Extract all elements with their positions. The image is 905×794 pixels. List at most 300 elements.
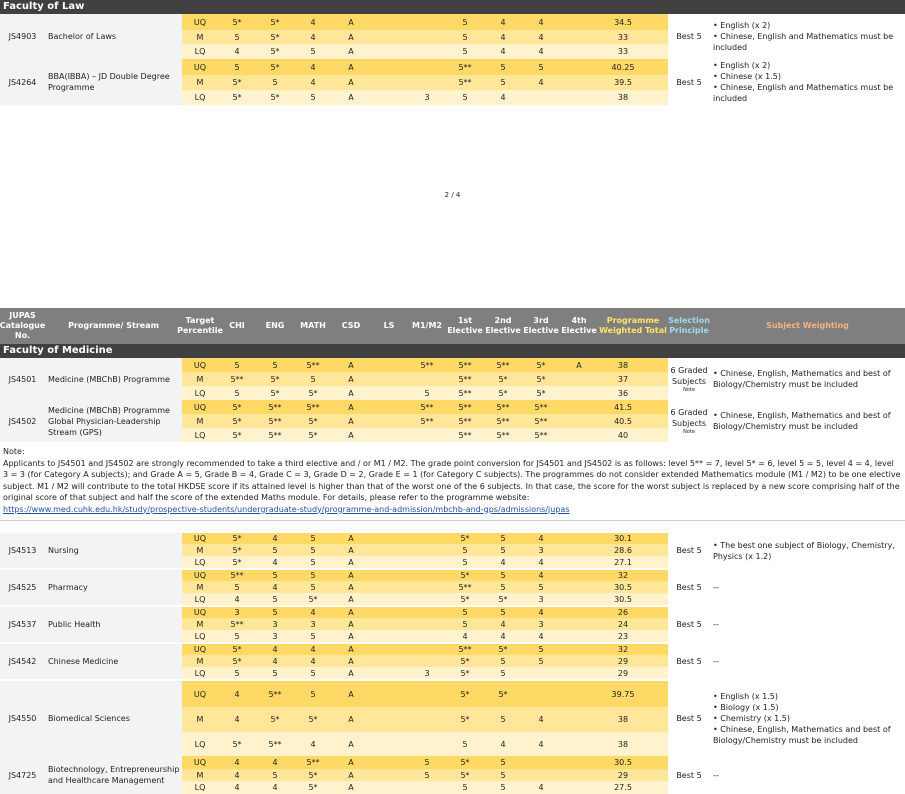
csd-cell: A [348,78,354,87]
ls-cell [370,630,408,642]
elective-4-cell [560,667,598,679]
chi-cell: 5* [232,17,242,27]
csd-cell: A [348,594,354,604]
catalogue-number: JS4525 [0,570,45,605]
elective-1-cell: 5 [462,783,468,792]
elective-3-cell: 4 [538,608,544,617]
note-text: Applicants to JS4501 and JS4502 are strongly recommended to take a third elective and / or M1 / M2. The grade point conversion for JS4501 and JS4502 is as follows: level 5** = 7, level 5* = 6, level 5 = 5, level 4 = 4, level 3 = 3 (for Category A subjects); and Grade A = 5, Grade B = 4, Grade C = 3, Grade D = 2, Grade E = 1 (for Category C subjects). The programmes do not consider extended Mathematics module (M1 / M2) to be one elective subject. M1 / M2 will contribute to the total HKDSE score if its attained level is higher than that of the worst one of the 6 subjects. In that case, the score for the worst subject is replaced by a new score comprising half of the original score of that subject and half the score of the extended Maths module. For details, please refer to the programme website: [3,458,901,502]
math-cell: 5** [306,402,320,412]
score-row [182,781,668,794]
score-row [182,372,668,386]
score-grid [182,358,668,400]
selection-principle [668,756,710,794]
m1m2-cell [408,644,446,655]
selection-note-link[interactable]: Note [683,428,695,435]
chi-cell: 4 [234,47,240,56]
m1m2-cell [408,707,446,732]
weighted-total-cell: 32 [617,645,629,654]
weighted-total-cell: 32 [617,571,629,580]
elective-4-cell [560,655,598,667]
weighted-total-cell: 30.5 [614,594,632,604]
elective-1-cell: 5** [458,374,472,384]
ls-cell [370,30,408,44]
weighting-line: • Chinese, English, Mathematics and best of Biology/Chemistry must be included [713,725,891,745]
score-row [182,655,668,667]
score-row [182,90,668,105]
elective-4-cell [560,732,598,756]
selection-principle [668,400,710,442]
selection-principle [668,14,710,59]
m1m2-cell: 5 [424,770,430,780]
math-cell: 5 [310,47,316,56]
elective-1-cell: 5** [458,645,472,654]
weighting-line: • Chinese, English and Mathematics must be included [713,32,894,52]
elective-4-cell [560,556,598,568]
elective-4-cell [560,681,598,707]
header-ls: LS [383,321,395,330]
m1m2-cell [408,14,446,30]
percentile-cell: LQ [194,783,206,792]
ls-cell [370,781,408,794]
elective-4-cell: A [576,360,582,370]
elective-2-cell: 5 [500,715,506,724]
elective-3-cell: 5 [538,582,544,592]
elective-2-cell: 5 [500,783,506,792]
programme-name: Medicine (MBChB) Programme Global Physician-Leadership Stream (GPS) [45,400,182,442]
csd-cell: A [348,770,354,780]
elective-4-cell [560,75,598,90]
percentile-cell: LQ [194,739,206,749]
eng-cell: 5 [272,770,278,780]
ls-cell [370,14,408,30]
percentile-cell: M [196,656,204,666]
subject-weighting [710,681,905,756]
csd-cell: A [348,360,354,370]
elective-3-cell: 5** [534,402,548,412]
csd-cell: A [348,534,354,543]
elective-3-cell: 5* [536,388,546,398]
elective-2-cell: 5* [498,594,508,604]
math-cell: 5 [310,631,316,641]
eng-cell: 5* [270,17,280,27]
eng-cell: 5** [268,402,282,412]
elective-3-cell: 4 [538,631,544,641]
programme-name: Medicine (MBChB) Programme [45,358,182,400]
weighting-line: • Chinese, English and Mathematics must be included [713,83,894,103]
elective-1-cell: 5 [462,608,468,617]
weighting-line: • Chinese (x 1.5) [713,72,782,81]
percentile-cell: UQ [193,62,207,72]
ls-cell [370,533,408,544]
weighting-line: -- [713,620,719,629]
programme-block [0,59,905,105]
selection-note-link[interactable]: Note [683,386,695,393]
elective-4-cell [560,756,598,769]
ls-cell [370,59,408,75]
weighted-total-cell: 39.75 [611,689,635,699]
catalogue-number: JS4501 [0,358,45,400]
weighted-total-cell: 39.5 [614,78,632,87]
ls-cell [370,707,408,732]
eng-cell: 5* [270,715,280,724]
m1m2-cell [408,630,446,642]
selection-text: Best 5 [676,32,702,41]
percentile-cell: UQ [193,402,207,412]
csd-cell: A [348,32,354,42]
math-cell: 5** [306,360,320,370]
csd-cell: A [348,47,354,56]
ls-cell [370,769,408,781]
elective-2-cell: 4 [500,631,506,641]
m1m2-cell [408,30,446,44]
score-row [182,667,668,679]
csd-cell: A [348,656,354,666]
percentile-cell: M [196,545,204,555]
chi-cell: 4 [234,783,240,792]
selection-principle [668,644,710,679]
subject-weighting [710,644,905,679]
m1m2-cell [408,607,446,618]
header-elective-4: 4th Elective [561,316,597,335]
csd-cell: A [348,430,354,440]
chi-cell: 5* [232,534,242,543]
programme-name: Public Health [45,607,182,642]
weighting-line: • English (x 2) [713,61,771,70]
m1m2-cell: 5 [424,758,430,767]
weighted-total-cell: 34.5 [614,17,632,27]
elective-4-cell [560,44,598,59]
eng-cell: 5* [270,374,280,384]
weighted-total-cell: 41.5 [614,402,632,412]
chi-cell: 5 [234,582,240,592]
elective-1-cell: 5 [462,619,468,629]
elective-1-cell: 5 [462,32,468,42]
eng-cell: 4 [272,557,278,567]
elective-3-cell: 5** [534,416,548,426]
m1m2-cell [408,75,446,90]
chi-cell: 4 [234,758,240,767]
math-cell: 5 [310,374,316,384]
weighted-total-cell: 38 [617,93,629,102]
m1m2-cell: 3 [424,668,430,678]
eng-cell: 5* [270,32,280,42]
eng-cell: 5** [268,689,282,699]
programme-name: Biotechnology, Entrepreneurship and Healthcare Management [45,756,182,794]
csd-cell: A [348,545,354,555]
programme-block [0,570,905,605]
weighted-total-cell: 29 [617,668,629,678]
header-subject-weighting: Subject Weighting [766,321,849,330]
percentile-cell: UQ [193,645,207,654]
selection-principle [668,681,710,756]
elective-3-cell: 4 [538,715,544,724]
math-cell: 5** [306,758,320,767]
elective-3-cell: 5* [536,360,546,370]
elective-1-cell: 5* [460,758,470,767]
selection-principle [668,358,710,400]
ls-cell [370,400,408,414]
score-row [182,630,668,642]
csd-cell: A [348,668,354,678]
weighting-line: • Biology (x 1.5) [713,703,779,712]
m1m2-cell: 5** [420,402,434,412]
math-cell: 5 [310,571,316,580]
ls-cell [370,681,408,707]
header-elective-3: 3rd Elective [523,316,559,335]
elective-4-cell [560,644,598,655]
csd-cell: A [348,758,354,767]
weighting-line: • Chinese, English, Mathematics and best of Biology/Chemistry must be included [713,369,891,389]
math-cell: 4 [310,78,316,87]
m1m2-cell [408,372,446,386]
elective-4-cell [560,428,598,442]
chi-cell: 5* [232,645,242,654]
percentile-cell: UQ [193,758,207,767]
m1m2-cell [408,544,446,556]
programme-block [0,400,905,442]
eng-cell: 5* [270,47,280,56]
csd-cell: A [348,631,354,641]
percentile-cell: UQ [193,17,207,27]
elective-2-cell: 5** [496,416,510,426]
score-row [182,707,668,732]
math-cell: 5* [308,715,318,724]
weighted-total-cell: 40.25 [611,62,635,72]
percentile-cell: UQ [193,360,207,370]
subject-weighting [710,14,905,59]
header-csd: CSD [341,321,361,330]
weighted-total-cell: 30.5 [614,582,632,592]
score-row [182,593,668,605]
weighted-total-cell: 24 [617,619,629,629]
elective-3-cell: 4 [538,557,544,567]
percentile-cell: M [196,770,204,780]
chi-cell: 5 [234,631,240,641]
elective-4-cell [560,30,598,44]
ls-cell [370,544,408,556]
score-row [182,533,668,544]
elective-1-cell: 5* [460,689,470,699]
programme-block [0,681,905,756]
eng-cell: 4 [272,534,278,543]
elective-1-cell: 5* [460,571,470,580]
math-cell: 4 [310,17,316,27]
m1m2-cell [408,59,446,75]
catalogue-number: JS4264 [0,59,45,105]
elective-4-cell [560,414,598,428]
ls-cell [370,667,408,679]
elective-2-cell: 5 [500,758,506,767]
selection-text: Best 5 [676,714,702,723]
elective-2-cell: 4 [500,17,506,27]
elective-1-cell: 5** [458,416,472,426]
programme-website-link[interactable]: https://www.med.cuhk.edu.hk/study/prospective-students/undergraduate-study/programme-and-admission/mbchb-and-gps/admissions/jupas [3,504,570,514]
weighted-total-cell: 37 [617,374,629,384]
programme-block [0,756,905,794]
elective-3-cell: 4 [538,534,544,543]
programme-name: Chinese Medicine [45,644,182,679]
elective-2-cell: 5* [498,388,508,398]
csd-cell: A [348,739,354,749]
m1m2-cell [408,732,446,756]
ls-cell [370,44,408,59]
math-cell: 5* [308,594,318,604]
selection-text: Best 5 [676,77,702,87]
m1m2-cell [408,681,446,707]
eng-cell: 4 [272,582,278,592]
math-cell: 4 [310,739,316,749]
elective-4-cell [560,607,598,618]
score-row [182,607,668,618]
selection-text: Best 5 [676,770,702,780]
score-row [182,681,668,707]
weighted-total-cell: 27.1 [614,557,632,567]
score-grid [182,681,668,756]
ls-cell [370,618,408,630]
elective-4-cell [560,707,598,732]
weighted-total-cell: 40.5 [614,416,632,426]
m1m2-cell: 5** [420,360,434,370]
weighted-total-cell: 36 [617,388,629,398]
elective-1-cell: 5 [462,93,468,102]
elective-3-cell [522,769,560,781]
elective-4-cell [560,400,598,414]
eng-cell: 3 [272,631,278,641]
elective-3-cell: 5** [534,430,548,440]
selection-principle [668,607,710,642]
chi-cell: 4 [234,689,240,699]
percentile-cell: LQ [194,388,206,398]
programme-block [0,533,905,568]
percentile-cell: LQ [194,594,206,604]
subject-weighting [710,756,905,794]
csd-cell: A [348,62,354,72]
elective-1-cell: 5** [458,430,472,440]
elective-3-cell: 5 [538,656,544,666]
eng-cell: 5 [272,608,278,617]
elective-4-cell [560,533,598,544]
elective-2-cell: 5 [500,534,506,543]
elective-2-cell: 5 [500,770,506,780]
weighting-line: • Chemistry (x 1.5) [713,714,790,723]
elective-2-cell: 5 [500,582,506,592]
eng-cell: 5** [268,430,282,440]
medicine-note [3,446,901,515]
elective-4-cell [560,781,598,794]
weighting-line: -- [713,770,719,780]
chi-cell: 5* [232,93,242,102]
elective-4-cell [560,386,598,400]
elective-1-cell: 5* [460,668,470,678]
eng-cell: 5 [272,668,278,678]
math-cell: 3 [310,619,316,629]
chi-cell: 5 [234,62,240,72]
weighting-line: • English (x 2) [713,21,771,30]
ls-cell [370,655,408,667]
score-grid [182,644,668,679]
elective-3-cell: 4 [538,739,544,749]
eng-cell: 3 [272,619,278,629]
math-cell: 5 [310,582,316,592]
m1m2-cell [408,593,446,605]
ls-cell [370,372,408,386]
eng-cell: 5 [272,78,278,87]
elective-3-cell: 4 [538,47,544,56]
math-cell: 5* [308,416,318,426]
ls-cell [370,556,408,568]
elective-3-cell: 3 [538,545,544,555]
programme-block [0,14,905,59]
m1m2-cell [408,44,446,59]
csd-cell: A [348,402,354,412]
elective-1-cell: 5** [458,62,472,72]
score-row [182,59,668,75]
faculty-section-title: Faculty of Medicine [0,344,905,358]
selection-principle [668,59,710,105]
score-row [182,414,668,428]
chi-cell: 5* [232,656,242,666]
percentile-cell: M [196,78,204,87]
math-cell: 5 [310,534,316,543]
percentile-cell: UQ [193,534,207,543]
percentile-cell: M [196,715,204,724]
ls-cell [370,570,408,581]
score-grid [182,756,668,794]
elective-2-cell: 5** [496,402,510,412]
m1m2-cell [408,655,446,667]
elective-2-cell: 5 [500,78,506,87]
score-row [182,732,668,756]
elective-2-cell: 4 [500,47,506,56]
catalogue-number: JS4550 [0,681,45,756]
eng-cell: 5* [270,388,280,398]
score-grid [182,607,668,642]
elective-2-cell: 5 [500,656,506,666]
elective-1-cell: 5** [458,78,472,87]
math-cell: 4 [310,656,316,666]
elective-2-cell: 5 [500,608,506,617]
score-row [182,556,668,568]
score-row [182,400,668,414]
ls-cell [370,75,408,90]
percentile-cell: M [196,582,204,592]
score-grid [182,400,668,442]
programme-block [0,607,905,642]
elective-3-cell [522,756,560,769]
math-cell: 5* [308,783,318,792]
selection-text: 6 Graded Subjects [670,407,708,428]
header-catalogue: JUPAS Catalogue No. [0,311,46,340]
eng-cell: 4 [272,656,278,666]
weighted-total-cell: 29 [617,770,629,780]
ls-cell [370,607,408,618]
elective-3-cell: 4 [538,17,544,27]
csd-cell: A [348,608,354,617]
eng-cell: 4 [272,758,278,767]
score-row [182,570,668,581]
elective-1-cell: 5** [458,402,472,412]
elective-1-cell: 5* [460,534,470,543]
elective-1-cell: 5 [462,17,468,27]
math-cell: 4 [310,645,316,654]
programme-block [0,358,905,400]
chi-cell: 5 [234,388,240,398]
elective-3-cell: 4 [538,78,544,87]
catalogue-number: JS4903 [0,14,45,59]
ls-cell [370,414,408,428]
csd-cell: A [348,374,354,384]
elective-1-cell: 5 [462,47,468,56]
